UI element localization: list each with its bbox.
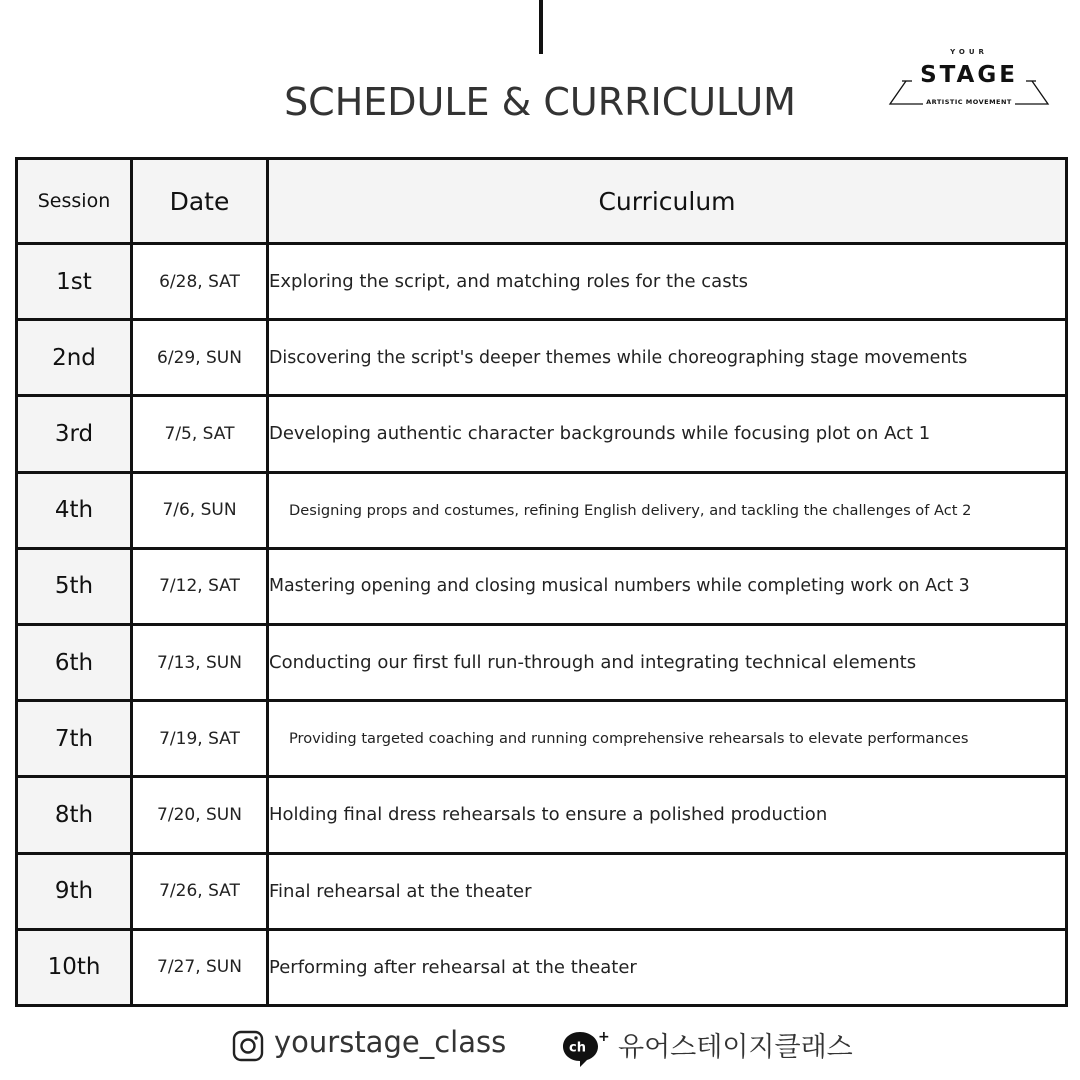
page-title: SCHEDULE & CURRICULUM xyxy=(284,80,796,124)
header-date: Date xyxy=(132,159,268,244)
curriculum-cell: Holding final dress rehearsals to ensure a polished production xyxy=(268,777,1067,853)
curriculum-cell: Mastering opening and closing musical numbers while completing work on Act 3 xyxy=(268,548,1067,624)
logo-stage-text: STAGE xyxy=(920,62,1018,88)
table-row xyxy=(17,777,1067,853)
curriculum-cell: Developing authentic character backgrounds while focusing plot on Act 1 xyxy=(268,396,1067,472)
date-cell: 7/6, SUN xyxy=(132,472,268,548)
session-cell: 5th xyxy=(17,548,132,624)
instagram-handle[interactable]: yourstage_class xyxy=(274,1025,507,1059)
kakao-channel-name[interactable]: 유어스테이지클래스 xyxy=(618,1032,853,1063)
svg-text:+: + xyxy=(598,1029,610,1045)
session-cell: 6th xyxy=(17,624,132,700)
table-row xyxy=(17,244,1067,320)
date-cell: 7/12, SAT xyxy=(132,548,268,624)
curriculum-cell: Exploring the script, and matching roles for the casts xyxy=(268,244,1067,320)
table-row xyxy=(17,320,1067,396)
curriculum-cell: Providing targeted coaching and running comprehensive rehearsals to elevate performances xyxy=(268,701,1067,777)
table-header-row xyxy=(17,159,1067,244)
curriculum-cell: Designing props and costumes, refining English delivery, and tackling the challenges of Act 2 xyxy=(268,472,1067,548)
your-stage-logo xyxy=(886,48,1052,110)
curriculum-cell: Conducting our first full run-through and integrating technical elements xyxy=(268,624,1067,700)
table-row xyxy=(17,929,1067,1005)
date-cell: 7/27, SUN xyxy=(132,929,268,1005)
session-cell: 1st xyxy=(17,244,132,320)
date-cell: 7/13, SUN xyxy=(132,624,268,700)
table-row xyxy=(17,548,1067,624)
date-cell: 7/19, SAT xyxy=(132,701,268,777)
footer-contacts xyxy=(0,1022,1080,1072)
kakao-channel-icon xyxy=(562,1028,610,1068)
logo-subtitle: ARTISTIC MOVEMENT xyxy=(886,98,1052,106)
session-cell: 8th xyxy=(17,777,132,853)
date-cell: 7/20, SUN xyxy=(132,777,268,853)
date-cell: 7/5, SAT xyxy=(132,396,268,472)
table-row xyxy=(17,701,1067,777)
date-cell: 6/29, SUN xyxy=(132,320,268,396)
session-cell: 7th xyxy=(17,701,132,777)
top-divider-line xyxy=(539,0,543,54)
header-curriculum: Curriculum xyxy=(268,159,1067,244)
svg-text:ch: ch xyxy=(569,1040,586,1056)
curriculum-cell: Final rehearsal at the theater xyxy=(268,853,1067,929)
instagram-icon xyxy=(232,1030,264,1062)
table-row xyxy=(17,624,1067,700)
logo-your-text: YOUR xyxy=(950,48,988,56)
session-cell: 2nd xyxy=(17,320,132,396)
curriculum-cell: Performing after rehearsal at the theater xyxy=(268,929,1067,1005)
curriculum-cell: Discovering the script's deeper themes while choreographing stage movements xyxy=(268,320,1067,396)
date-cell: 6/28, SAT xyxy=(132,244,268,320)
schedule-table xyxy=(15,157,1068,1007)
table-row xyxy=(17,853,1067,929)
header-session: Session xyxy=(17,159,132,244)
table-row xyxy=(17,396,1067,472)
session-cell: 3rd xyxy=(17,396,132,472)
table-row xyxy=(17,472,1067,548)
date-cell: 7/26, SAT xyxy=(132,853,268,929)
session-cell: 10th xyxy=(17,929,132,1005)
session-cell: 4th xyxy=(17,472,132,548)
session-cell: 9th xyxy=(17,853,132,929)
